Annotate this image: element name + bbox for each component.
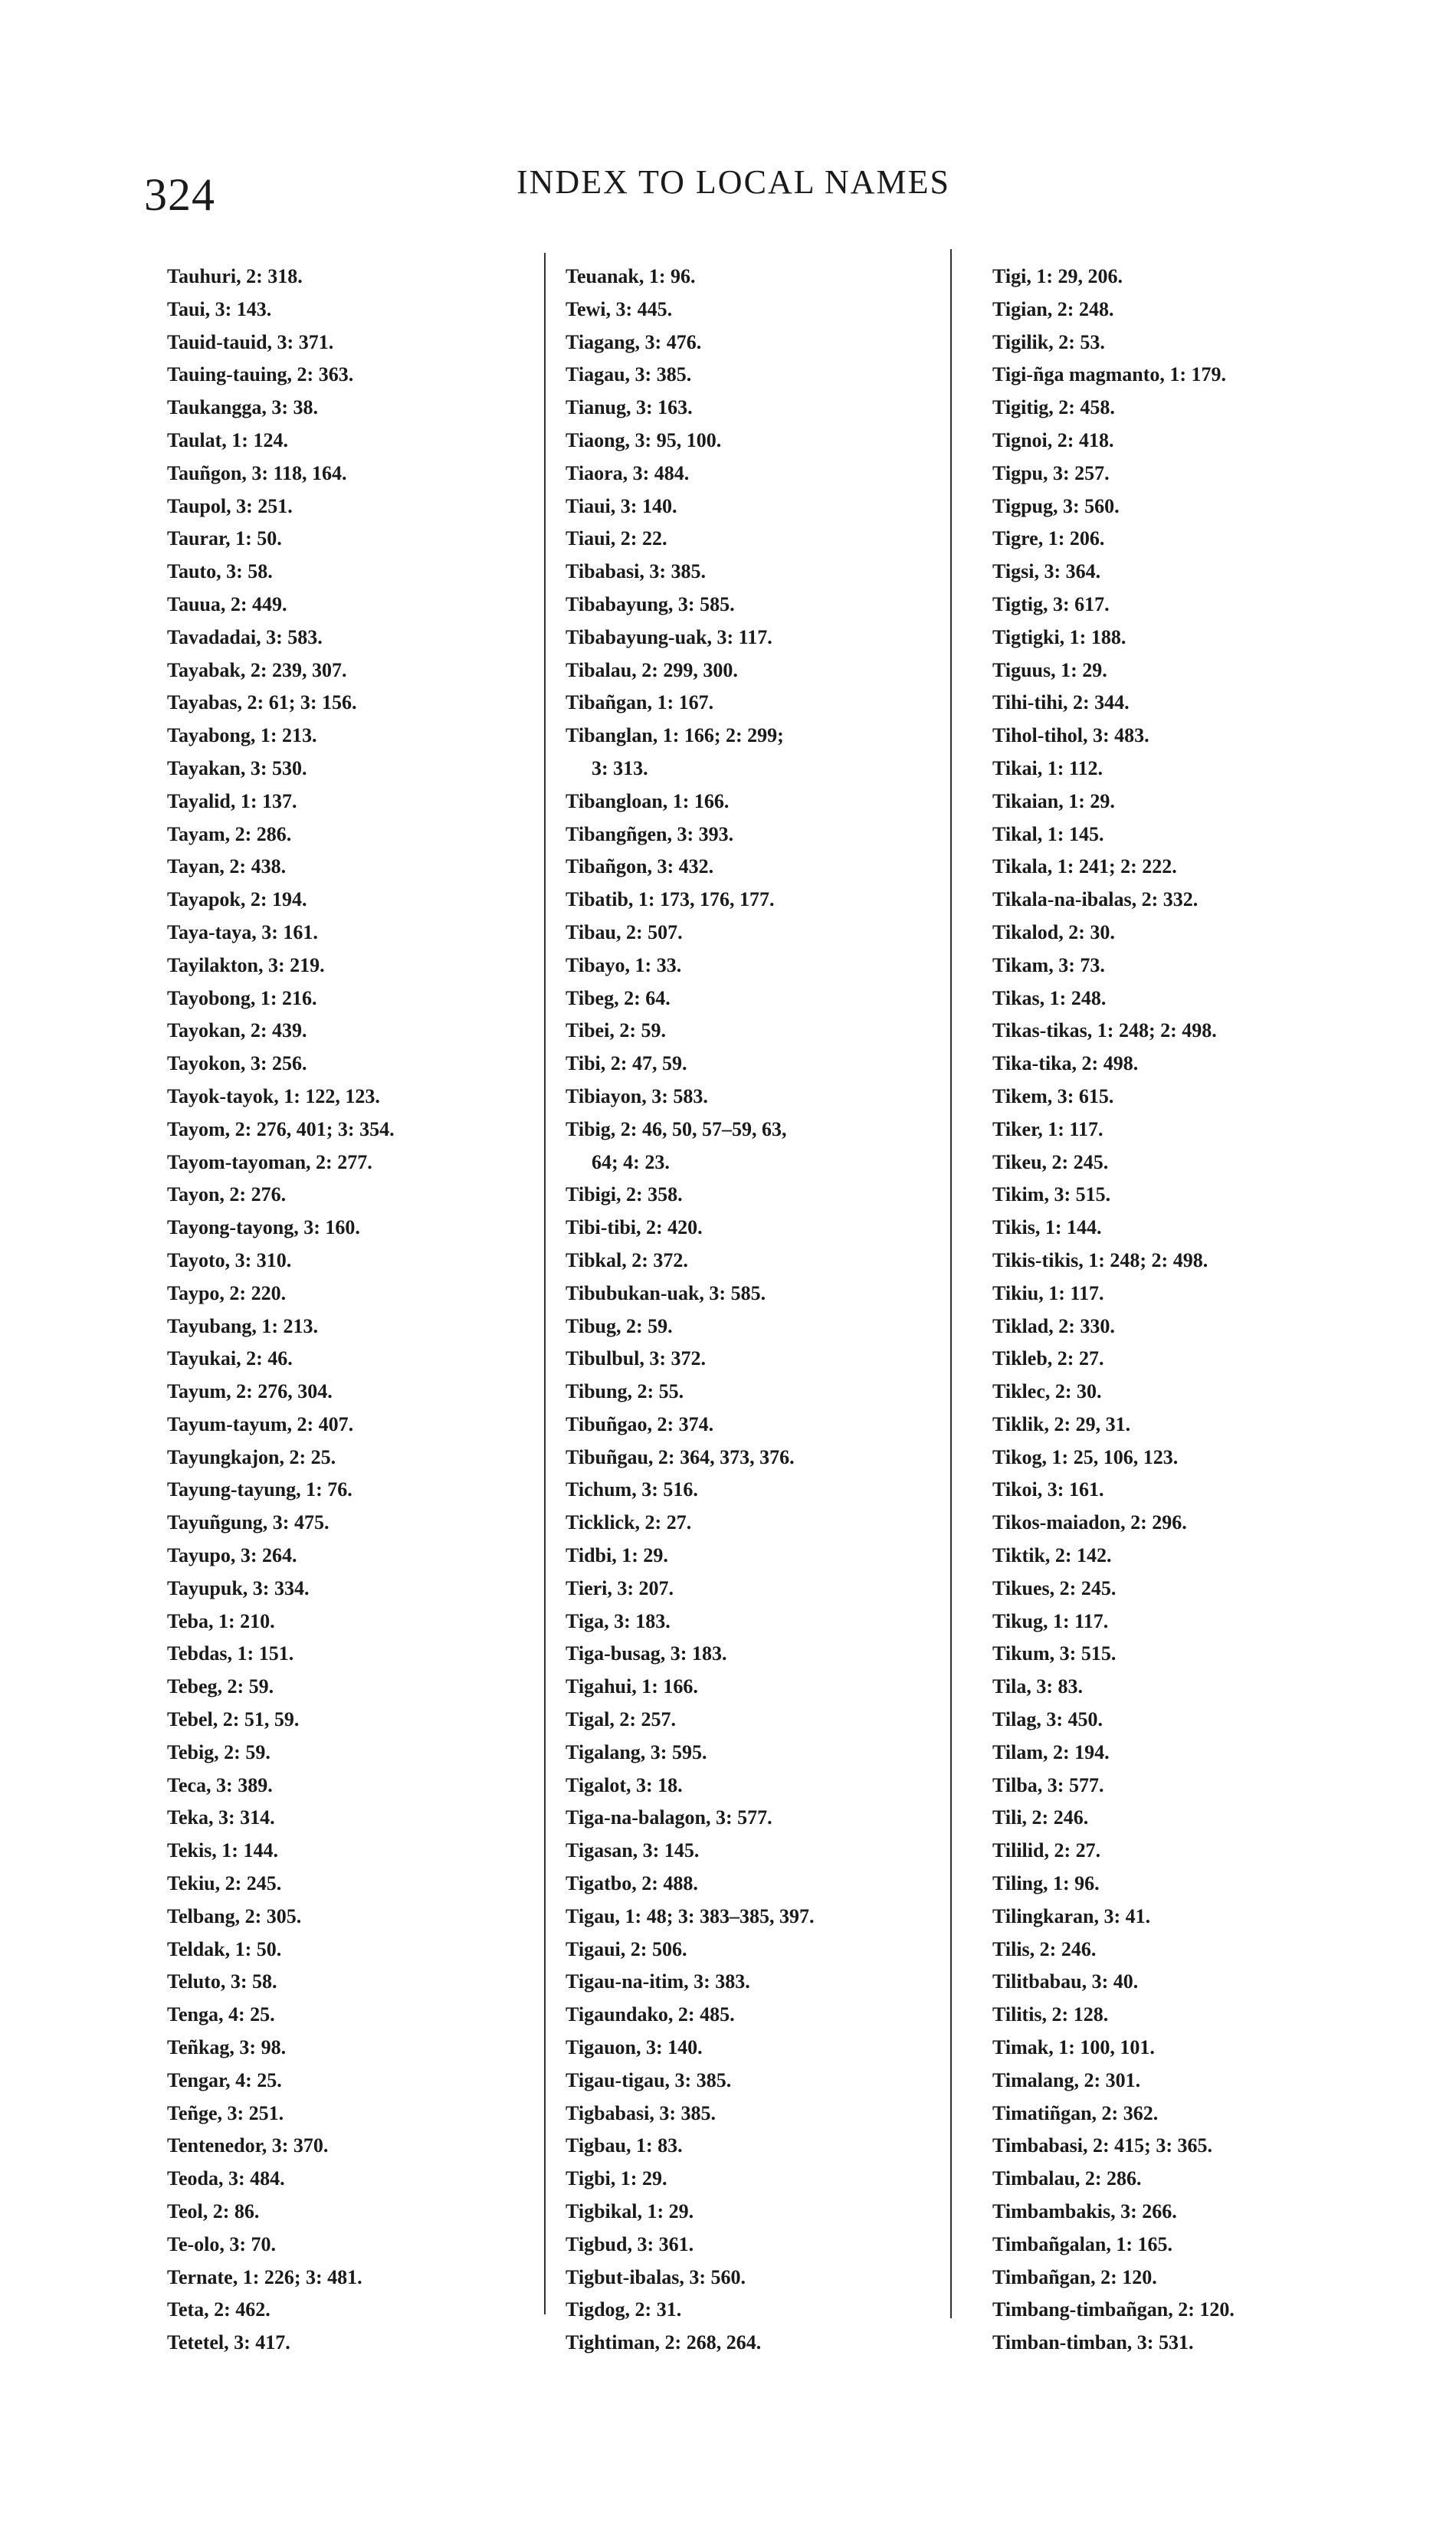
- index-entry: Tikas, 1: 248.: [992, 986, 1107, 1009]
- index-entry: Timbañgan, 2: 120.: [992, 2265, 1157, 2288]
- index-entry: Tigbikal, 1: 29.: [566, 2200, 694, 2223]
- index-entry: Tayum-tayum, 2: 407.: [167, 1412, 354, 1435]
- index-entry: Teluto, 3: 58.: [167, 1970, 277, 1993]
- index-entry: Tauñgon, 3: 118, 164.: [167, 461, 347, 484]
- index-entry: Tibuñgau, 2: 364, 373, 376.: [566, 1445, 795, 1468]
- page-header: [144, 159, 972, 221]
- index-entry: Tibigi, 2: 358.: [566, 1183, 683, 1206]
- index-entry: Taukangga, 3: 38.: [167, 396, 318, 419]
- index-entry: Tibatib, 1: 173, 176, 177.: [566, 888, 775, 911]
- index-entry: Telbang, 2: 305.: [167, 1904, 302, 1927]
- index-entry: Tayom, 2: 276, 401; 3: 354.: [167, 1117, 395, 1140]
- index-entry: Tauid-tauid, 3: 371.: [167, 330, 334, 353]
- index-entry: Tilingkaran, 3: 41.: [992, 1904, 1151, 1927]
- index-entry: Tigbabasi, 3: 385.: [566, 2101, 717, 2124]
- index-entry: Tilag, 3: 450.: [992, 1708, 1103, 1731]
- index-entry: Tibañgan, 1: 167.: [566, 691, 714, 714]
- index-entry: Tikalod, 2: 30.: [992, 920, 1115, 943]
- index-entry: Tikeu, 2: 245.: [992, 1150, 1109, 1173]
- index-entry: Tekiu, 2: 245.: [167, 1872, 282, 1895]
- index-entry: Tayoto, 3: 310.: [167, 1248, 292, 1271]
- index-entry: Tayam, 2: 286.: [167, 822, 292, 845]
- index-entry: Taypo, 2: 220.: [167, 1281, 287, 1304]
- index-entry: Tayabong, 1: 213.: [167, 724, 317, 747]
- index-entry: Tilba, 3: 577.: [992, 1773, 1104, 1796]
- index-entry: Tayokan, 2: 439.: [167, 1019, 307, 1042]
- index-entry: Ternate, 1: 226; 3: 481.: [167, 2265, 362, 2288]
- index-entry: Tibabasi, 3: 385.: [566, 560, 707, 583]
- index-entry: Tibug, 2: 59.: [566, 1314, 673, 1337]
- index-entry: Tibei, 2: 59.: [566, 1019, 666, 1042]
- index-entry: Tigilik, 2: 53.: [992, 330, 1105, 353]
- index-entry: Tibangñgen, 3: 393.: [566, 822, 734, 845]
- index-entry: Tilis, 2: 246.: [992, 1937, 1097, 1960]
- index-entry: Taulat, 1: 124.: [167, 428, 288, 451]
- index-entry: Tigitig, 2: 458.: [992, 396, 1115, 419]
- index-entry: Taui, 3: 143.: [167, 297, 272, 320]
- index-entry: Tibañgon, 3: 432.: [566, 855, 714, 878]
- index-entry: Tebeg, 2: 59.: [167, 1675, 274, 1698]
- index-entry: Tikal, 1: 145.: [992, 822, 1104, 845]
- index-entry: Timak, 1: 100, 101.: [992, 2036, 1155, 2059]
- index-column-1: [167, 261, 550, 2360]
- index-entry: Tiga-busag, 3: 183.: [566, 1642, 727, 1665]
- index-entry: Timbambakis, 3: 266.: [992, 2200, 1177, 2223]
- index-entry: Tigbut-ibalas, 3: 560.: [566, 2265, 746, 2288]
- index-entry: Tikug, 1: 117.: [992, 1609, 1109, 1632]
- index-entry: Tauing-tauing, 2: 363.: [167, 363, 354, 386]
- index-entry: Tibung, 2: 55.: [566, 1380, 684, 1403]
- index-entry: Tiklec, 2: 30.: [992, 1380, 1102, 1403]
- index-entry: Tayok-tayok, 1: 122, 123.: [167, 1084, 380, 1107]
- index-entry: Tibangloan, 1: 166.: [566, 789, 730, 812]
- index-entry: Tikis, 1: 144.: [992, 1216, 1102, 1239]
- index-entry: Tihol-tihol, 3: 483.: [992, 724, 1149, 747]
- index-entry: Tigaundako, 2: 485.: [566, 2003, 735, 2026]
- index-entry: Timbabasi, 2: 415; 3: 365.: [992, 2134, 1212, 2157]
- index-entry: Tayan, 2: 438.: [167, 855, 287, 878]
- index-entry: Tentenedor, 3: 370.: [167, 2134, 329, 2157]
- index-entry: Tibulbul, 3: 372.: [566, 1347, 707, 1370]
- index-entry: Tignoi, 2: 418.: [992, 428, 1114, 451]
- index-entry: Tekis, 1: 144.: [167, 1839, 278, 1862]
- index-entry: Teldak, 1: 50.: [167, 1937, 282, 1960]
- index-entry: Tayakan, 3: 530.: [167, 756, 307, 779]
- page-number: 324: [144, 169, 215, 220]
- column-divider: [544, 253, 546, 2314]
- index-entry: Tibi-tibi, 2: 420.: [566, 1216, 703, 1239]
- index-entry: Tigdog, 2: 31.: [566, 2298, 682, 2321]
- index-entry: Teta, 2: 462.: [167, 2298, 271, 2321]
- column-divider: [950, 249, 952, 2318]
- index-entry: Teoda, 3: 484.: [167, 2167, 285, 2190]
- index-entry: Tewi, 3: 445.: [566, 297, 673, 320]
- index-entry: Tigpu, 3: 257.: [992, 461, 1110, 484]
- index-entry: Tengar, 4: 25.: [167, 2068, 282, 2091]
- index-column-3: [992, 261, 1391, 2360]
- index-entry: Tiagau, 3: 385.: [566, 363, 692, 386]
- index-entry: Tikog, 1: 25, 106, 123.: [992, 1445, 1179, 1468]
- index-entry: Tigian, 2: 248.: [992, 297, 1114, 320]
- index-entry: Tigaui, 2: 506.: [566, 1937, 687, 1960]
- index-entry: Tikis-tikis, 1: 248; 2: 498.: [992, 1248, 1208, 1271]
- index-entry: Tibkal, 2: 372.: [566, 1248, 688, 1271]
- index-entry: Tayupuk, 3: 334.: [167, 1576, 310, 1599]
- index-entry: Tibig, 2: 46, 50, 57–59, 63,: [566, 1117, 787, 1140]
- index-entry: Tayung-tayung, 1: 76.: [167, 1478, 353, 1501]
- index-entry: Teñge, 3: 251.: [167, 2101, 284, 2124]
- index-entry: Timalang, 2: 301.: [992, 2068, 1141, 2091]
- index-entry: Tieri, 3: 207.: [566, 1576, 674, 1599]
- index-entry: Timatiñgan, 2: 362.: [992, 2101, 1159, 2124]
- index-entry: Tauhuri, 2: 318.: [167, 265, 303, 287]
- index-entry: Tilitbabau, 3: 40.: [992, 1970, 1139, 1993]
- index-entry: Tiker, 1: 117.: [992, 1117, 1103, 1140]
- index-entry: Tiaong, 3: 95, 100.: [566, 428, 722, 451]
- index-entry: Tigal, 2: 257.: [566, 1708, 676, 1731]
- index-entry: Tayupo, 3: 264.: [167, 1544, 297, 1567]
- index-entry: Tightiman, 2: 268, 264.: [566, 2331, 762, 2354]
- index-entry: Teka, 3: 314.: [167, 1806, 275, 1829]
- index-entry: Tibabayung, 3: 585.: [566, 592, 735, 615]
- index-entry: Tebel, 2: 51, 59.: [167, 1708, 300, 1731]
- index-entry: Tigi-ñga magmanto, 1: 179.: [992, 363, 1227, 386]
- index-entry: Tikos-maiadon, 2: 296.: [992, 1511, 1187, 1534]
- index-entry: Tayon, 2: 276.: [167, 1183, 287, 1206]
- index-entry: Tigbi, 1: 29.: [566, 2167, 667, 2190]
- index-entry: Tayungkajon, 2: 25.: [167, 1445, 336, 1468]
- index-entry: Tebdas, 1: 151.: [167, 1642, 294, 1665]
- index-entry: 3: 313.: [592, 756, 648, 779]
- index-entry: Tibuñgao, 2: 374.: [566, 1412, 714, 1435]
- index-entry: Tayong-tayong, 3: 160.: [167, 1216, 360, 1239]
- index-entry: Tigatbo, 2: 488.: [566, 1872, 698, 1895]
- index-entry: Tibau, 2: 507.: [566, 920, 683, 943]
- index-entry: Tianug, 3: 163.: [566, 396, 693, 419]
- index-entry: Tayokon, 3: 256.: [167, 1052, 307, 1075]
- index-entry: Tiaui, 3: 140.: [566, 494, 677, 517]
- index-entry: Tigau-tigau, 3: 385.: [566, 2068, 732, 2091]
- index-entry: Tikiu, 1: 117.: [992, 1281, 1104, 1304]
- index-entry: Teca, 3: 389.: [167, 1773, 273, 1796]
- index-entry: Tigau-na-itim, 3: 383.: [566, 1970, 750, 1993]
- index-entry: Tilam, 2: 194.: [992, 1740, 1110, 1763]
- index-entry: Tigsi, 3: 364.: [992, 560, 1101, 583]
- index-entry: Tayalid, 1: 137.: [167, 789, 297, 812]
- index-entry: Tigalot, 3: 18.: [566, 1773, 683, 1796]
- index-entry: Tavadadai, 3: 583.: [167, 625, 323, 648]
- index-entry: Tigahui, 1: 166.: [566, 1675, 698, 1698]
- index-entry: Tigtig, 3: 617.: [992, 592, 1110, 615]
- index-entry: Tilitis, 2: 128.: [992, 2003, 1109, 2026]
- index-entry: Tayubang, 1: 213.: [167, 1314, 318, 1337]
- index-entry: Tiguus, 1: 29.: [992, 658, 1107, 681]
- index-entry: Teñkag, 3: 98.: [167, 2036, 287, 2059]
- index-entry: Tihi-tihi, 2: 344.: [992, 691, 1130, 714]
- index-entry: Tauua, 2: 449.: [167, 592, 287, 615]
- index-entry: Tenga, 4: 25.: [167, 2003, 275, 2026]
- index-entry: Tayukai, 2: 46.: [167, 1347, 293, 1370]
- index-entry: Tibalau, 2: 299, 300.: [566, 658, 738, 681]
- index-entry: Tigasan, 3: 145.: [566, 1839, 700, 1862]
- index-entry: Tikam, 3: 73.: [992, 953, 1105, 976]
- index-entry: Tibeg, 2: 64.: [566, 986, 671, 1009]
- index-entry: Tiklik, 2: 29, 31.: [992, 1412, 1131, 1435]
- index-entry: Tayabak, 2: 239, 307.: [167, 658, 347, 681]
- index-entry: Tiklad, 2: 330.: [992, 1314, 1115, 1337]
- index-entry: Tichum, 3: 516.: [566, 1478, 698, 1501]
- index-entry: Tayom-tayoman, 2: 277.: [167, 1150, 372, 1173]
- index-entry: Tayuñgung, 3: 475.: [167, 1511, 330, 1534]
- index-entry: Tikoi, 3: 161.: [992, 1478, 1104, 1501]
- index-entry: Tikai, 1: 112.: [992, 756, 1103, 779]
- index-entry: Tayapok, 2: 194.: [167, 888, 307, 911]
- index-entry: Tikala-na-ibalas, 2: 332.: [992, 888, 1199, 911]
- index-entry: Tiling, 1: 96.: [992, 1872, 1100, 1895]
- index-entry: Tika-tika, 2: 498.: [992, 1052, 1139, 1075]
- index-entry: Tibayo, 1: 33.: [566, 953, 682, 976]
- index-entry: Tikues, 2: 245.: [992, 1576, 1117, 1599]
- index-entry: Timbalau, 2: 286.: [992, 2167, 1142, 2190]
- index-entry: Tigi, 1: 29, 206.: [992, 265, 1123, 287]
- index-entry: Teuanak, 1: 96.: [566, 265, 696, 287]
- index-entry: Tauto, 3: 58.: [167, 560, 273, 583]
- index-entry: Tiga-na-balagon, 3: 577.: [566, 1806, 772, 1829]
- index-entry: Tiktik, 2: 142.: [992, 1544, 1112, 1567]
- index-entry: Tikas-tikas, 1: 248; 2: 498.: [992, 1019, 1217, 1042]
- index-entry: Tibiayon, 3: 583.: [566, 1084, 708, 1107]
- index-entry: Tikleb, 2: 27.: [992, 1347, 1104, 1370]
- index-entry: Teol, 2: 86.: [167, 2200, 260, 2223]
- index-entry: Tayabas, 2: 61; 3: 156.: [167, 691, 357, 714]
- index-entry: Tibi, 2: 47, 59.: [566, 1052, 687, 1075]
- index-entry: Tila, 3: 83.: [992, 1675, 1083, 1698]
- index-entry: Tikem, 3: 615.: [992, 1084, 1114, 1107]
- index-entry: Tikum, 3: 515.: [992, 1642, 1117, 1665]
- index-entry: Tiaui, 2: 22.: [566, 527, 667, 550]
- index-entry: Tigre, 1: 206.: [992, 527, 1105, 550]
- index-entry: Timbang-timbañgan, 2: 120.: [992, 2298, 1235, 2321]
- index-entry: Tiga, 3: 183.: [566, 1609, 671, 1632]
- index-entry: Tibanglan, 1: 166; 2: 299;: [566, 724, 784, 747]
- index-entry: Timbañgalan, 1: 165.: [992, 2232, 1173, 2255]
- index-entry: Tetetel, 3: 417.: [167, 2331, 290, 2354]
- index-entry: Tiagang, 3: 476.: [566, 330, 702, 353]
- index-entry: Te-olo, 3: 70.: [167, 2232, 277, 2255]
- index-entry: Tigpug, 3: 560.: [992, 494, 1120, 517]
- index-column-2: [566, 261, 964, 2360]
- index-entry: Tikaian, 1: 29.: [992, 789, 1115, 812]
- index-entry: Taupol, 3: 251.: [167, 494, 293, 517]
- index-entry: Tigbau, 1: 83.: [566, 2134, 683, 2157]
- index-entry: Taurar, 1: 50.: [167, 527, 282, 550]
- index-entry: Taya-taya, 3: 161.: [167, 920, 318, 943]
- index-entry: Tayilakton, 3: 219.: [167, 953, 325, 976]
- index-entry: Timban-timban, 3: 531.: [992, 2331, 1194, 2354]
- index-entry: Tayum, 2: 276, 304.: [167, 1380, 333, 1403]
- page-title: INDEX TO LOCAL NAMES: [516, 163, 950, 201]
- index-entry: Tigtigki, 1: 188.: [992, 625, 1126, 648]
- index-entry: Tibubukan-uak, 3: 585.: [566, 1281, 766, 1304]
- index-entry: Tigalang, 3: 595.: [566, 1740, 707, 1763]
- index-entry: Ticklick, 2: 27.: [566, 1511, 692, 1534]
- index-entry: Tili, 2: 246.: [992, 1806, 1089, 1829]
- index-entry: Tebig, 2: 59.: [167, 1740, 271, 1763]
- index-entry: 64; 4: 23.: [592, 1150, 670, 1173]
- index-entry: Tayobong, 1: 216.: [167, 986, 317, 1009]
- index-entry: Tibabayung-uak, 3: 117.: [566, 625, 772, 648]
- index-entry: Tigauon, 3: 140.: [566, 2036, 703, 2059]
- index-entry: Teba, 1: 210.: [167, 1609, 275, 1632]
- index-entry: Tikala, 1: 241; 2: 222.: [992, 855, 1177, 878]
- index-entry: Tililid, 2: 27.: [992, 1839, 1101, 1862]
- index-entry: Tigau, 1: 48; 3: 383–385, 397.: [566, 1904, 815, 1927]
- index-entry: Tigbud, 3: 361.: [566, 2232, 694, 2255]
- index-entry: Tidbi, 1: 29.: [566, 1544, 668, 1567]
- index-entry: Tikim, 3: 515.: [992, 1183, 1111, 1206]
- index-entry: Tiaora, 3: 484.: [566, 461, 690, 484]
